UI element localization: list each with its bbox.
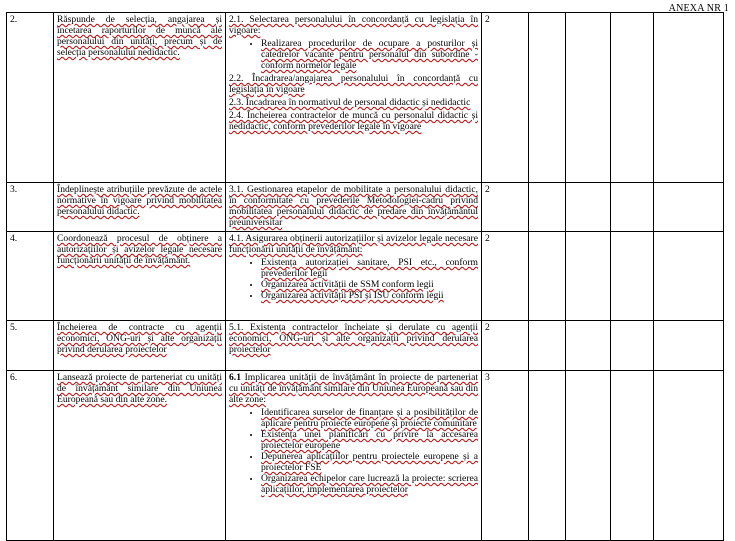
empty-score-cell[interactable]: [566, 371, 611, 541]
activity-paragraph: [229, 233, 478, 255]
objective-cell: [54, 321, 226, 371]
activity-text: 2.2. Încadrarea/angajarea personalului în concordanță cu legislația în vigoare: [229, 73, 478, 95]
bullet-text: Organizarea echipelor care lucrează la proiecte: scrierea aplicațiilor, implementarea proiectelor: [261, 473, 478, 495]
row-number: 3.: [7, 183, 54, 232]
objective-cell: [54, 232, 226, 321]
activities-cell: [226, 13, 482, 183]
activities-cell: [226, 232, 482, 321]
activity-bullet-item: [261, 407, 478, 429]
bullet-text: Organizarea activității de SSM conform legii: [261, 279, 434, 290]
empty-score-cell[interactable]: [611, 183, 654, 232]
empty-score-cell[interactable]: [529, 183, 566, 232]
max-score-cell: 3: [482, 371, 529, 541]
activity-text: 2.3. Încadrarea în normativul de personal didactic și nedidactic: [229, 97, 471, 108]
objective-cell: [54, 13, 226, 183]
activity-paragraph: [229, 14, 478, 36]
empty-score-cell[interactable]: [529, 371, 566, 541]
empty-score-cell[interactable]: [611, 371, 654, 541]
objective-cell: [54, 371, 226, 541]
bullet-text: Realizarea procedurilor de ocupare a posturilor și catedrelor vacante pentru personalul din subordine - conform normelor legale: [261, 38, 478, 71]
activity-text: 3.1. Gestionarea etapelor de mobilitate a personalului didactic, în conformitate cu prevederile Metodologiei-cadru privind mobilitatea personalului didactic de predare din învățământul preuniversitar: [229, 184, 478, 228]
empty-score-cell[interactable]: [529, 321, 566, 371]
activity-bullet-item: [261, 473, 478, 495]
activity-bullet-item: [261, 279, 478, 290]
activities-cell: [226, 321, 482, 371]
empty-score-cell[interactable]: [566, 321, 611, 371]
bullet-text: Depunerea aplicațiilor pentru proiectele europene și a proiectelor FSE: [261, 451, 478, 473]
table-row: [7, 13, 724, 183]
activity-lead: 6.1: [229, 372, 241, 383]
max-score-cell: 2: [482, 183, 529, 232]
activity-paragraph: [229, 184, 478, 228]
max-score-cell: 2: [482, 13, 529, 183]
table-row: [7, 183, 724, 232]
activity-text: 2.1. Selectarea personalului în concordanță cu legislația în vigoare:: [229, 14, 478, 36]
activities-cell: [226, 371, 482, 541]
objective-text: Îndeplinește atribuțiile prevăzute de actele normative în vigoare privind mobilitatea personalului didactic.: [57, 184, 222, 217]
empty-score-cell[interactable]: [566, 232, 611, 321]
row-number: 6.: [7, 371, 54, 541]
activity-bullet-item: [261, 257, 478, 279]
empty-score-cell[interactable]: [654, 183, 724, 232]
bullet-text: Existența autorizației sanitare, PSI etc., conform prevederilor legii: [261, 257, 478, 279]
empty-score-cell[interactable]: [529, 13, 566, 183]
activity-text: 5.1. Existența contractelor încheiate și derulate cu agenții economici, ONG-uri și alte organizații privind derularea proiectelor: [229, 322, 478, 355]
empty-score-cell[interactable]: [566, 13, 611, 183]
empty-score-cell[interactable]: [654, 13, 724, 183]
activity-bullet-item: [261, 451, 478, 473]
activity-bullet-item: [261, 429, 478, 451]
bullet-text: Existența unei planificări cu privire la accesarea proiectelor europene: [261, 429, 478, 451]
max-score-cell: 2: [482, 321, 529, 371]
objective-text: Coordonează procesul de obținere a autorizațiilor și avizelor legale necesare funcționării unității de învățământ.: [57, 233, 222, 266]
annex-label: ANEXA NR 1: [668, 3, 729, 14]
empty-score-cell[interactable]: [529, 232, 566, 321]
empty-score-cell[interactable]: [654, 232, 724, 321]
empty-score-cell[interactable]: [654, 371, 724, 541]
objective-text: Răspunde de selecția, angajarea și încetarea raporturilor de muncă ale personalului din unități, precum și de selecția personalului nedidactic.: [57, 14, 222, 58]
activity-text: 2.4. Încheierea contractelor de muncă cu personalul didactic și nedidactic, conform prevederilor legale în vigoare: [229, 110, 478, 132]
row-number: 4.: [7, 232, 54, 321]
activity-text: Implicarea unităţii de învăţământ în proiecte de parteneriat cu unități de învățământ similare din Uniunea Europeană sau din alte zone:: [229, 372, 478, 405]
bullet-text: Organizarea activității PSI și ISU conform legii: [261, 290, 444, 301]
empty-score-cell[interactable]: [611, 232, 654, 321]
activity-paragraph: [229, 97, 478, 108]
row-number: 5.: [7, 321, 54, 371]
empty-score-cell[interactable]: [611, 321, 654, 371]
activity-bullet-list: [229, 38, 478, 71]
objective-cell: [54, 183, 226, 232]
max-score-cell: 2: [482, 232, 529, 321]
activities-cell: [226, 183, 482, 232]
row-number: 2.: [7, 13, 54, 183]
objective-text: Încheierea de contracte cu agenții economici, ONG-uri și alte organizații privind derularea proiectelor: [57, 322, 222, 355]
table-row: [7, 232, 724, 321]
evaluation-table: [6, 12, 724, 541]
table-body: [7, 13, 724, 541]
empty-score-cell[interactable]: [611, 13, 654, 183]
activity-paragraph: [229, 322, 478, 355]
activity-bullet-list: [229, 407, 478, 495]
table-row: [7, 371, 724, 541]
activity-bullet-item: [261, 38, 478, 71]
bullet-text: Identificarea surselor de finanțare și a posibilităților de aplicare pentru proiecte europene și proiecte comunitare: [261, 407, 478, 429]
activity-bullet-item: [261, 290, 478, 301]
activity-text: 4.1. Asigurarea obținerii autorizațiilor și avizelor legale necesare funcționării unității de învățământ:: [229, 233, 478, 255]
empty-score-cell[interactable]: [654, 321, 724, 371]
empty-score-cell[interactable]: [566, 183, 611, 232]
activity-paragraph: [229, 73, 478, 95]
objective-text: Lansează proiecte de parteneriat cu unități de învățământ similare din Uniunea Europeană sau din alte zone.: [57, 372, 222, 405]
table-row: [7, 321, 724, 371]
activity-paragraph: [229, 372, 478, 405]
activity-bullet-list: [229, 257, 478, 301]
activity-paragraph: [229, 110, 478, 132]
